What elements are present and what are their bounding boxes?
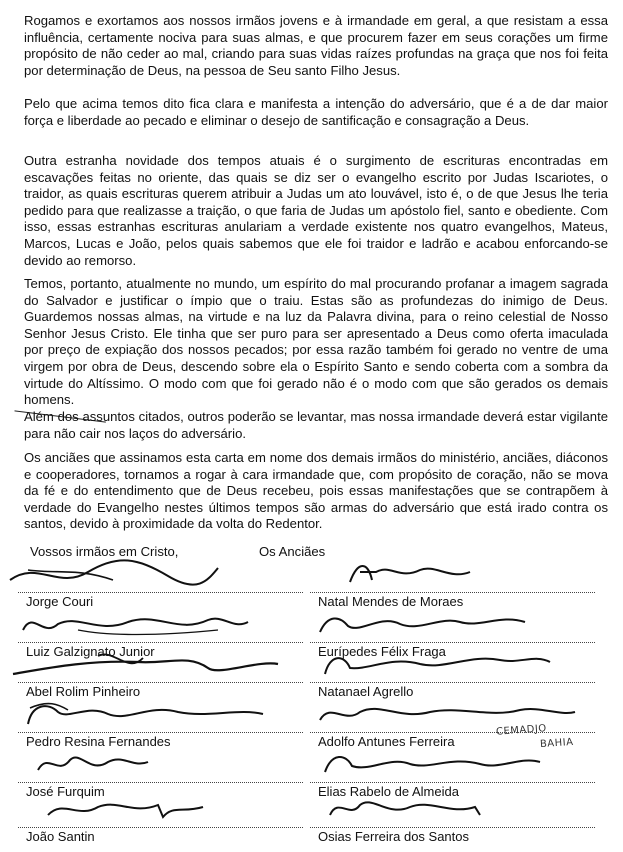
signature-block-right-6: [310, 793, 610, 843]
paragraph-final-plea: Os anciães que assinamos esta carta em nome dos demais irmãos do ministério, anciães, diáconos e cooperadores, tornamos a rogar à cara irmandade que, com propósito de coração, não se mova da fé e do entendimento que de Deus recebeu, pois essas manifestações que se contrapõem à verdade do Evangelho nestes últimos tempos são armas do adversário que está irado contra os santos, devido à proximidade da volta do Redentor.: [24, 450, 608, 532]
signatory-name: Osias Ferreira dos Santos: [318, 829, 470, 844]
paragraph-spirit-of-evil: Temos, portanto, atualmente no mundo, um espírito do mal procurando profanar a imagem sagrada do Salvador e justificar o ímpio que o traiu. Estas são as profundezas do inimigo de Deus. Guardemos nossas almas, na virtude e na luz da Palavra divina, para o reino celestial de Nosso Senhor Jesus Cristo. Ele tinha que ser puro para ser apresentado a Deus como oferta imaculada por preço de expiação dos nossos pecados; por essa razão também foi gerado no ventre de uma virgem por obra de Deus, descendo sobre ela o Espírito Santo e sendo coberta com a sombra da virtude do Altíssimo. O modo com que foi gerado não é o modo com que são gerados os demais homens.: [24, 276, 608, 408]
signature-line: [18, 827, 303, 828]
signatory-name: Jorge Couri: [26, 594, 94, 609]
signature-line: [310, 732, 595, 733]
signature-line: [310, 682, 595, 683]
signature-block-left-6: [18, 793, 318, 843]
signature-line: [18, 682, 303, 683]
signature-line: [310, 827, 595, 828]
signatory-name: Natanael Agrello: [318, 684, 414, 699]
signatory-name: Pedro Resina Fernandes: [26, 734, 171, 749]
signature-line: [18, 782, 303, 783]
handwritten-note-line-2: BAHIA: [539, 736, 574, 751]
signatory-name: Elias Rabelo de Almeida: [318, 784, 459, 799]
signatory-name: Eurípedes Félix Fraga: [318, 644, 446, 659]
paragraph-judas-gospel: Outra estranha novidade dos tempos atuais é o surgimento de escrituras encontradas em escavações feitas no oriente, das quais se diz ser o evangelho escrito por Judas Iscariotes, o traidor, as quais escrituras querem atribuir a Judas um ato louvável, isto é, o de que Jesus lhe teria pedido para que realizasse a traição, o que faria de Judas um apóstolo fiel, santo e obediente. Com isso, essas estranhas escrituras anulariam a verdade existente nos quatro evangelhos, Mateus, Marcos, Lucas e João, pelos quais sabemos que ele foi traidor e ladrão e acabou enforcando-se devido ao remorso.: [24, 153, 608, 268]
signatory-name: Luiz Galzignato Junior: [26, 644, 155, 659]
paragraph-adversary-intent: Pelo que acima temos dito fica clara e manifesta a intenção do adversário, que é a de dar maior força e liberdade ao pecado e eliminar o desejo de santificação e consagração a Deus.: [24, 96, 608, 128]
signatory-name: Abel Rolim Pinheiro: [26, 684, 141, 699]
signature-line: [310, 782, 595, 783]
signature-line: [310, 592, 595, 593]
signatory-name: Adolfo Antunes Ferreira: [318, 734, 455, 749]
signature-line: [18, 732, 303, 733]
closing-elders-heading: Os Anciães: [259, 544, 326, 559]
paragraph-exhortation: Rogamos e exortamos aos nossos irmãos jovens e à irmandade em geral, a que resistam a essa influência, certamente nociva para suas almas, e que procurem fazer em seus corações um firme propósito de não ceder ao mal, criando para suas vidas raízes profundas na graça que nos foi feita por determinação de Deus, na pessoa de Seu santo Filho Jesus.: [24, 13, 608, 78]
signatory-name: José Furquim: [26, 784, 105, 799]
signatory-name: Natal Mendes de Moraes: [318, 594, 464, 609]
handwritten-note-line-1: CEMADJO: [495, 723, 548, 738]
signature-line: [18, 592, 303, 593]
paragraph-vigilance: Além dos assuntos citados, outros poderão se levantar, mas nossa irmandade deverá estar vigilante para não cair nos laços do adversário.: [24, 409, 608, 441]
closing-salutation: Vossos irmãos em Cristo,: [30, 544, 179, 559]
signatory-name: João Santin: [26, 829, 95, 844]
